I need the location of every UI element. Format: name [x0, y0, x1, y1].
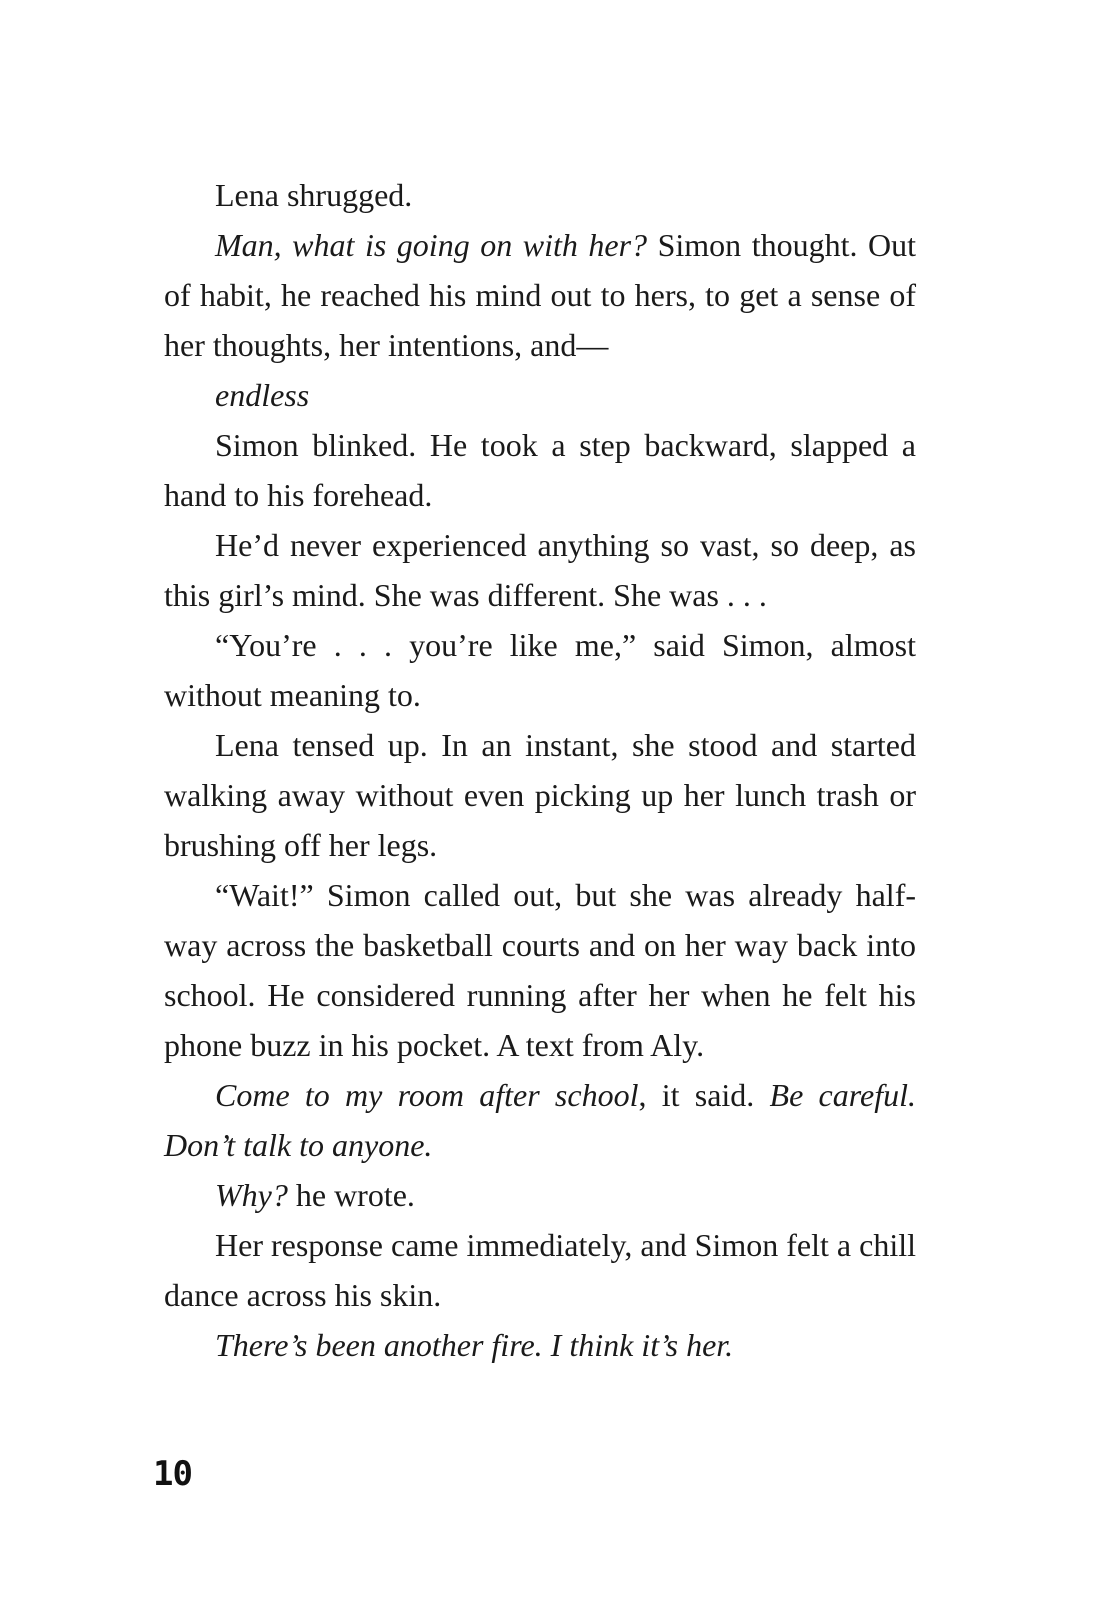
- page-number: 10: [153, 1454, 192, 1494]
- paragraph-5-text: He’d never experienced anything so vast, so deep, as this girl’s mind. She was different. She was . . .: [164, 527, 916, 613]
- paragraph-10-italic: Why?: [215, 1177, 288, 1213]
- paragraph-10-text: he wrote.: [287, 1177, 415, 1213]
- paragraph-3-italic: endless: [215, 377, 310, 413]
- paragraph-12-italic: There’s been another fire. I think it’s her.: [215, 1327, 734, 1363]
- page-body-text: [164, 170, 916, 1370]
- paragraph-9-italic-1: Come to my room after school: [215, 1077, 639, 1113]
- paragraph-6-text: “You’re . . . you’re like me,” said Simon, almost without meaning to.: [164, 627, 916, 713]
- paragraph-8: [164, 870, 916, 1070]
- paragraph-2-italic: Man, what is going on with her?: [215, 227, 648, 263]
- paragraph-6: [164, 620, 916, 720]
- paragraph-5: [164, 520, 916, 620]
- paragraph-7: [164, 720, 916, 870]
- paragraph-2: [164, 220, 916, 370]
- paragraph-4: [164, 420, 916, 520]
- paragraph-10: [164, 1170, 916, 1220]
- paragraph-11-text: Her response came immediately, and Simon felt a chill dance across his skin.: [164, 1227, 916, 1313]
- paragraph-1: [164, 170, 916, 220]
- paragraph-1-text: Lena shrugged.: [215, 177, 413, 213]
- paragraph-9-italic-2: Be careful. Don’t talk to anyone.: [164, 1077, 916, 1163]
- paragraph-9-text: , it said.: [638, 1077, 770, 1113]
- paragraph-12: [164, 1320, 916, 1370]
- paragraph-4-text: Simon blinked. He took a step backward, slapped a hand to his forehead.: [164, 427, 916, 513]
- paragraph-8-text: “Wait!” Simon called out, but she was already half-way across the basketball courts and on her way back into school. He considered running after her when he felt his phone buzz in his pocket. A text from Aly.: [164, 877, 916, 1063]
- paragraph-2-text: Simon thought. Out of habit, he reached his mind out to hers, to get a sense of her thoughts, her intentions, and—: [164, 227, 917, 363]
- paragraph-11: [164, 1220, 916, 1320]
- paragraph-9: [164, 1070, 916, 1170]
- paragraph-7-text: Lena tensed up. In an instant, she stood and started walking away without even picking up her lunch trash or brushing off her legs.: [164, 727, 916, 863]
- paragraph-3: [164, 370, 916, 420]
